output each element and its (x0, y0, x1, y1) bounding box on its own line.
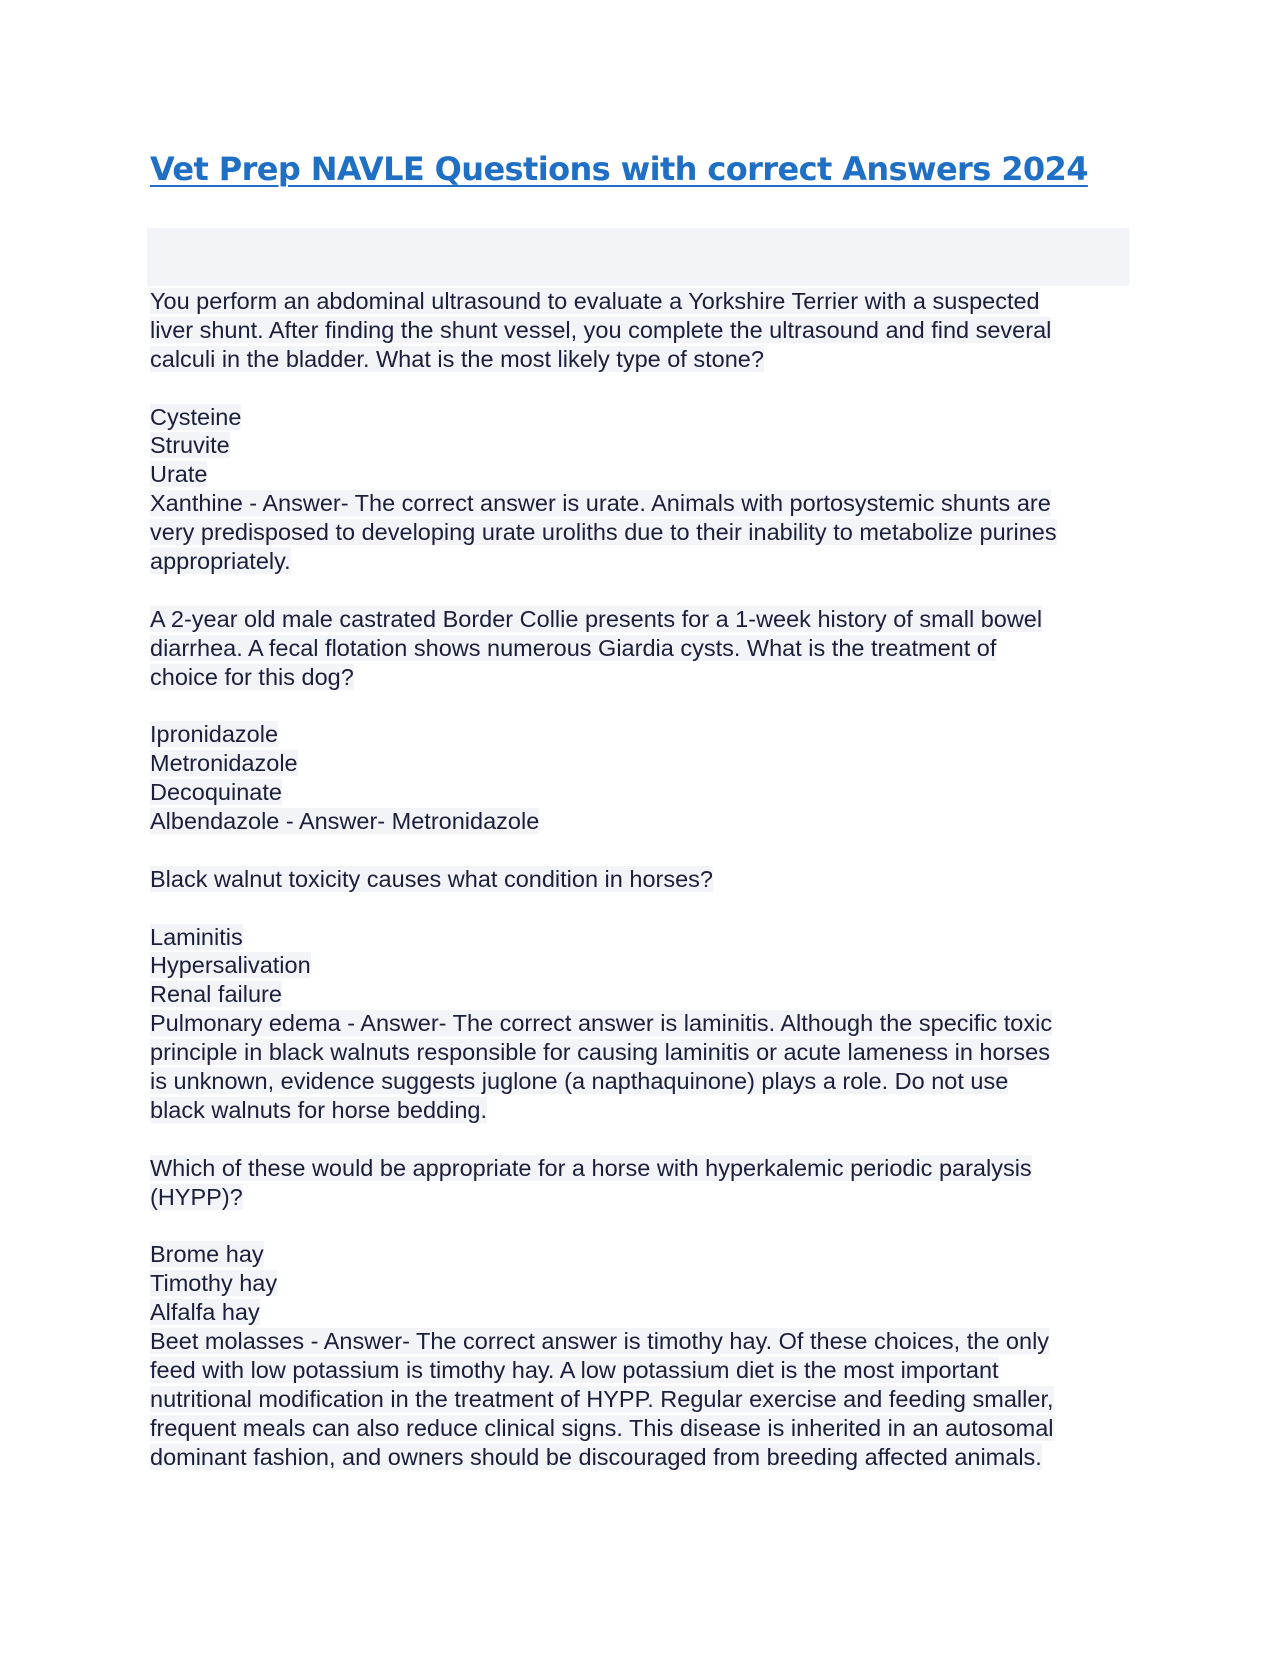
answer-explanation-line: frequent meals can also reduce clinical signs. This disease is inherited in an autosomal (150, 1414, 1054, 1441)
questions-list (150, 287, 1130, 1500)
answer-option: Ipronidazole (150, 721, 279, 748)
answer-explanation-line: is unknown, evidence suggests juglone (a napthaquinone) plays a role. Do not use (150, 1068, 1009, 1095)
answer-explanation-line: black walnuts for horse bedding. (150, 1096, 488, 1123)
answer-explanation-line: Albendazole - Answer- Metronidazole (150, 808, 540, 835)
question-line: Which of these would be appropriate for a horse with hyperkalemic periodic paralysis (150, 1154, 1032, 1181)
page-title: Vet Prep NAVLE Questions with correct Answers 2024 (150, 150, 1088, 188)
question-4-answers (150, 1240, 1130, 1471)
answer-explanation-line: Beet molasses - Answer- The correct answer is timothy hay. Of these choices, the only (150, 1328, 1050, 1355)
highlight-band (147, 228, 1129, 286)
question-line: You perform an abdominal ultrasound to evaluate a Yorkshire Terrier with a suspected (150, 288, 1040, 314)
answer-explanation-line: feed with low potassium is timothy hay. A low potassium diet is the most important (150, 1356, 999, 1383)
answer-option: Laminitis (150, 923, 243, 950)
answer-explanation-line: Pulmonary edema - Answer- The correct answer is laminitis. Although the specific toxic (150, 1010, 1053, 1037)
answer-option: Metronidazole (150, 750, 298, 777)
answer-option: Hypersalivation (150, 952, 311, 979)
question-3-text (150, 865, 1130, 894)
answer-option: Urate (150, 461, 208, 488)
answer-explanation-line: dominant fashion, and owners should be discouraged from breeding affected animals. (150, 1443, 1042, 1470)
question-2-text (150, 605, 1130, 692)
answer-explanation-line: appropriately. (150, 548, 291, 575)
answer-option: Alfalfa hay (150, 1299, 260, 1326)
answer-explanation-line: Xanthine - Answer- The correct answer is urate. Animals with portosystemic shunts are (150, 490, 1051, 517)
question-line: choice for this dog? (150, 663, 354, 690)
answer-explanation-line: principle in black walnuts responsible for causing laminitis or acute lameness in horses (150, 1039, 1050, 1066)
question-line: Black walnut toxicity causes what condition in horses? (150, 865, 713, 892)
question-line: A 2-year old male castrated Border Collie presents for a 1-week history of small bowel (150, 605, 1043, 632)
question-line: (HYPP)? (150, 1183, 243, 1210)
answer-option: Renal failure (150, 981, 282, 1008)
answer-option: Cysteine (150, 403, 242, 430)
question-line: diarrhea. A fecal flotation shows numerous Giardia cysts. What is the treatment of (150, 634, 997, 661)
question-1-answers (150, 403, 1130, 576)
answer-option: Timothy hay (150, 1270, 278, 1297)
answer-option: Struvite (150, 432, 230, 459)
question-1-text (150, 287, 1130, 374)
question-line: calculi in the bladder. What is the most likely type of stone? (150, 345, 764, 372)
answer-option: Decoquinate (150, 779, 282, 806)
question-line: liver shunt. After finding the shunt vessel, you complete the ultrasound and find several (150, 316, 1052, 343)
answer-option: Brome hay (150, 1241, 264, 1268)
question-4-text (150, 1154, 1130, 1212)
question-2-answers (150, 720, 1130, 836)
answer-explanation-line: nutritional modification in the treatment of HYPP. Regular exercise and feeding smaller, (150, 1385, 1054, 1412)
answer-explanation-line: very predisposed to developing urate uroliths due to their inability to metabolize purines (150, 519, 1057, 546)
question-3-answers (150, 923, 1130, 1125)
